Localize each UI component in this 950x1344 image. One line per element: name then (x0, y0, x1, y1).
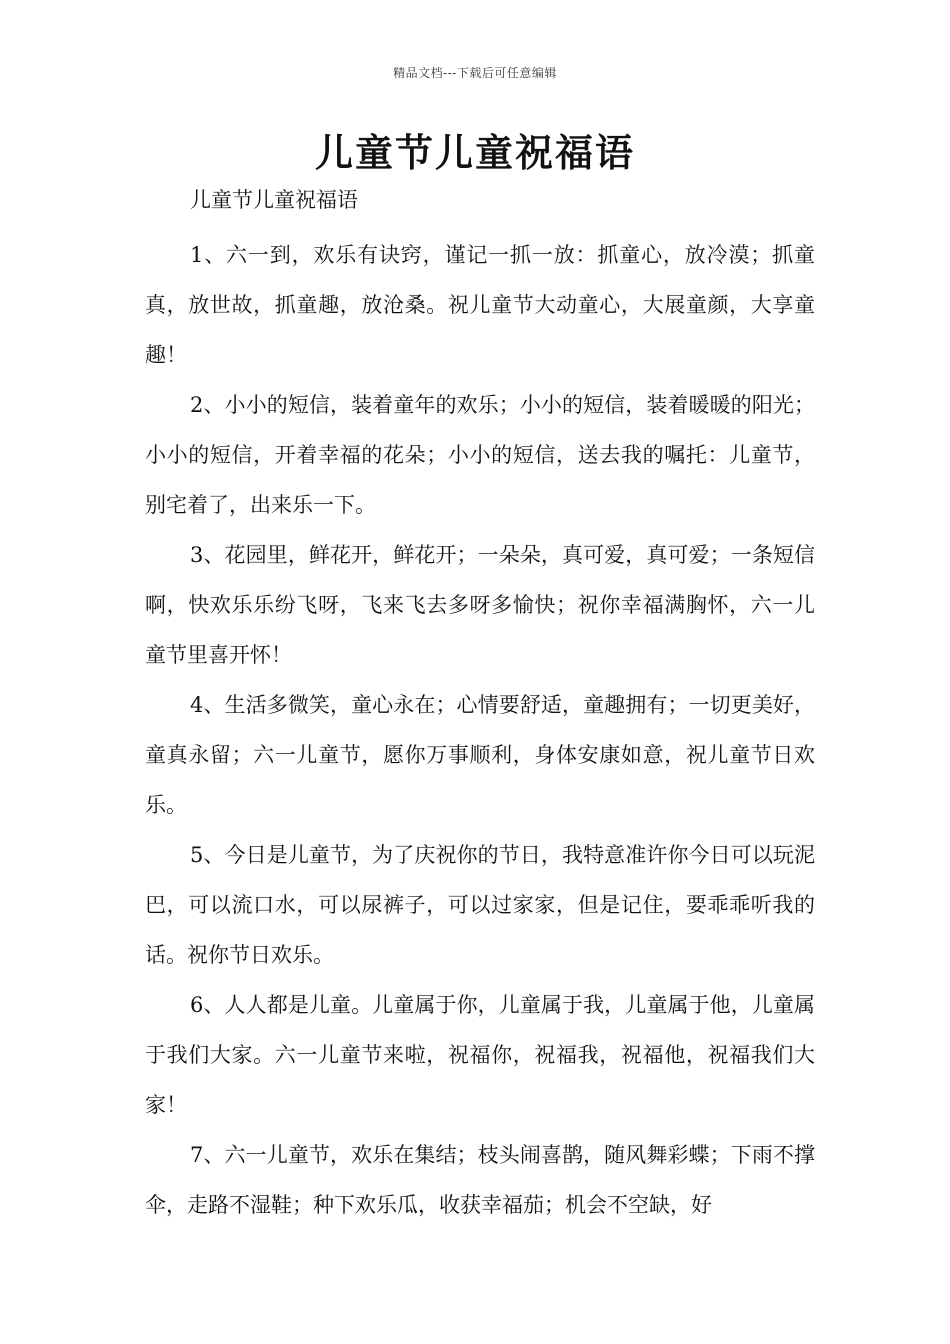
header-note: 精品文档---下载后可任意编辑 (393, 66, 557, 80)
paragraph-7: 7、六一儿童节，欢乐在集结；枝头闹喜鹊，随风舞彩蝶；下雨不撑伞，走路不湿鞋；种下欢乐瓜，收获幸福茄；机会不空缺，好 (145, 1143, 815, 1217)
paragraph-3: 3、花园里，鲜花开，鲜花开；一朵朵，真可爱，真可爱；一条短信啊，快欢乐乐纷飞呀，飞来飞去多呀多愉快；祝你幸福满胸怀，六一儿童节里喜开怀！ (145, 543, 815, 667)
paragraph-5: 5、今日是儿童节，为了庆祝你的节日，我特意准许你今日可以玩泥巴，可以流口水，可以尿裤子，可以过家家，但是记住，要乖乖听我的话。祝你节日欢乐。 (145, 843, 815, 967)
document-title: 儿童节儿童祝福语 (314, 130, 635, 175)
paragraph-2: 2、小小的短信，装着童年的欢乐；小小的短信，装着暖暖的阳光；小小的短信，开着幸福的花朵；小小的短信，送去我的嘱托：儿童节，别宅着了，出来乐一下。 (145, 393, 815, 517)
document-subtitle: 儿童节儿童祝福语 (190, 188, 358, 212)
document-body (145, 230, 815, 1230)
paragraph-4: 4、生活多微笑，童心永在；心情要舒适，童趣拥有；一切更美好，童真永留；六一儿童节，愿你万事顺利，身体安康如意，祝儿童节日欢乐。 (145, 693, 815, 817)
paragraph-1: 1、六一到，欢乐有诀窍，谨记一抓一放：抓童心，放冷漠；抓童真，放世故，抓童趣，放沧桑。祝儿童节大动童心，大展童颜，大享童趣！ (145, 243, 815, 367)
paragraph-6: 6、人人都是儿童。儿童属于你，儿童属于我，儿童属于他，儿童属于我们大家。六一儿童节来啦，祝福你，祝福我，祝福他，祝福我们大家！ (145, 993, 815, 1117)
